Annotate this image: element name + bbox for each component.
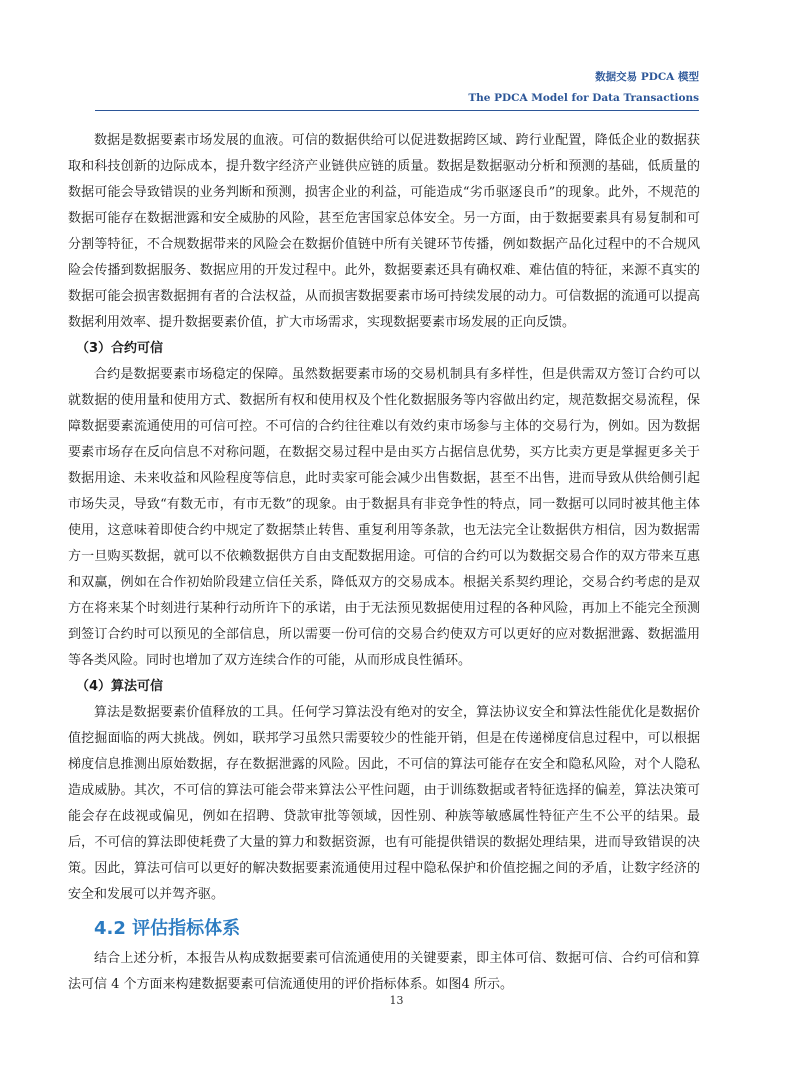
section-title: 4.2 评估指标体系 [94,918,241,939]
main-content [68,128,700,998]
header-title-cn: 数据交易 PDCA 模型 [595,71,699,83]
paragraph-data-trust: 数据是数据要素市场发展的血液。可信的数据供给可以促进数据跨区域、跨行业配置，降低企业的数据获取和科技创新的边际成本，提升数字经济产业链供应链的质量。数据是数据驱动分析和预测的基础，低质量的数据可能会导致错误的业务判断和预测，损害企业的利益，可能造成“劣币驱逐良币”的现象。此外，不规范的数据可能存在数据泄露和安全威胁的风险，甚至危害国家总体安全。另一方面，由于数据要素具有易复制和可分割等特征，不合规数据带来的风险会在数据价值链中所有关键环节传播，例如数据产品化过程中的不合规风险会传播到数据服务、数据应用的开发过程中。此外，数据要素还具有确权难、难估值的特征，来源不真实的数据可能会损害数据拥有者的合法权益，从而损害数据要素市场可持续发展的动力。可信数据的流通可以提高数据利用效率、提升数据要素价值，扩大市场需求，实现数据要素市场发展的正向反馈。 [68,133,700,330]
paragraph-section-intro: 结合上述分析，本报告从构成数据要素可信流通使用的关键要素，即主体可信、数据可信、合约可信和算法可信 4 个方面来构建数据要素可信流通使用的评价指标体系。如图4 所示。 [68,951,700,992]
running-header [95,70,699,106]
heading-algorithm-trust: （4）算法可信 [76,679,164,694]
page-number: 13 [389,994,404,1007]
header-rule [95,110,699,111]
paragraph-algorithm-trust: 算法是数据要素价值释放的工具。任何学习算法没有绝对的安全，算法协议安全和算法性能优化是数据价值挖掘面临的两大挑战。例如，联邦学习虽然只需要较少的性能开销，但是在传递梯度信息过程中，可以根据梯度信息推测出原始数据，存在数据泄露的风险。因此，不可信的算法可能存在安全和隐私风险，对个人隐私造成威胁。其次，不可信的算法可能会带来算法公平性问题，由于训练数据或者特征选择的偏差，算法决策可能会存在歧视或偏见，例如在招聘、贷款审批等领域，因性别、种族等敏感属性特征产生不公平的结果。最后，不可信的算法即使耗费了大量的算力和数据资源，也有可能提供错误的数据处理结果，进而导致错误的决策。因此，算法可信可以更好的解决数据要素流通使用过程中隐私保护和价值挖掘之间的矛盾，让数字经济的安全和发展可以并驾齐驱。 [68,705,700,902]
heading-contract-trust: （3）合约可信 [76,341,164,356]
paragraph-contract-trust: 合约是数据要素市场稳定的保障。虽然数据要素市场的交易机制具有多样性，但是供需双方签订合约可以就数据的使用量和使用方式、数据所有权和使用权及个性化数据服务等内容做出约定，规范数据交易流程，保障数据要素流通使用的可信可控。不可信的合约往往难以有效约束市场参与主体的交易行为，例如。因为数据要素市场存在反向信息不对称问题，在数据交易过程中是由买方占据信息优势，买方比卖方更是掌握更多关于数据用途、未来收益和风险程度等信息，此时卖家可能会减少出售数据，甚至不出售，进而导致从供给侧引起市场失灵，导致“有数无市，有市无数”的现象。由于数据具有非竞争性的特点，同一数据可以同时被其他主体使用，这意味着即使合约中规定了数据禁止转售、重复利用等条款，也无法完全让数据供方相信，因为数据需方一旦购买数据，就可以不依赖数据供方自由支配数据用途。可信的合约可以为数据交易合作的双方带来互惠和双赢，例如在合作初始阶段建立信任关系，降低双方的交易成本。根据关系契约理论，交易合约考虑的是双方在将来某个时刻进行某种行动所许下的承诺，由于无法预见数据使用过程的各种风险，再加上不能完全预测到签订合约时可以预见的全部信息，所以需要一份可信的交易合约使双方可以更好的应对数据泄露、数据滥用等各类风险。同时也增加了双方连续合作的可能，从而形成良性循环。 [68,367,700,668]
header-title-en: The PDCA Model for Data Transactions [468,92,699,104]
